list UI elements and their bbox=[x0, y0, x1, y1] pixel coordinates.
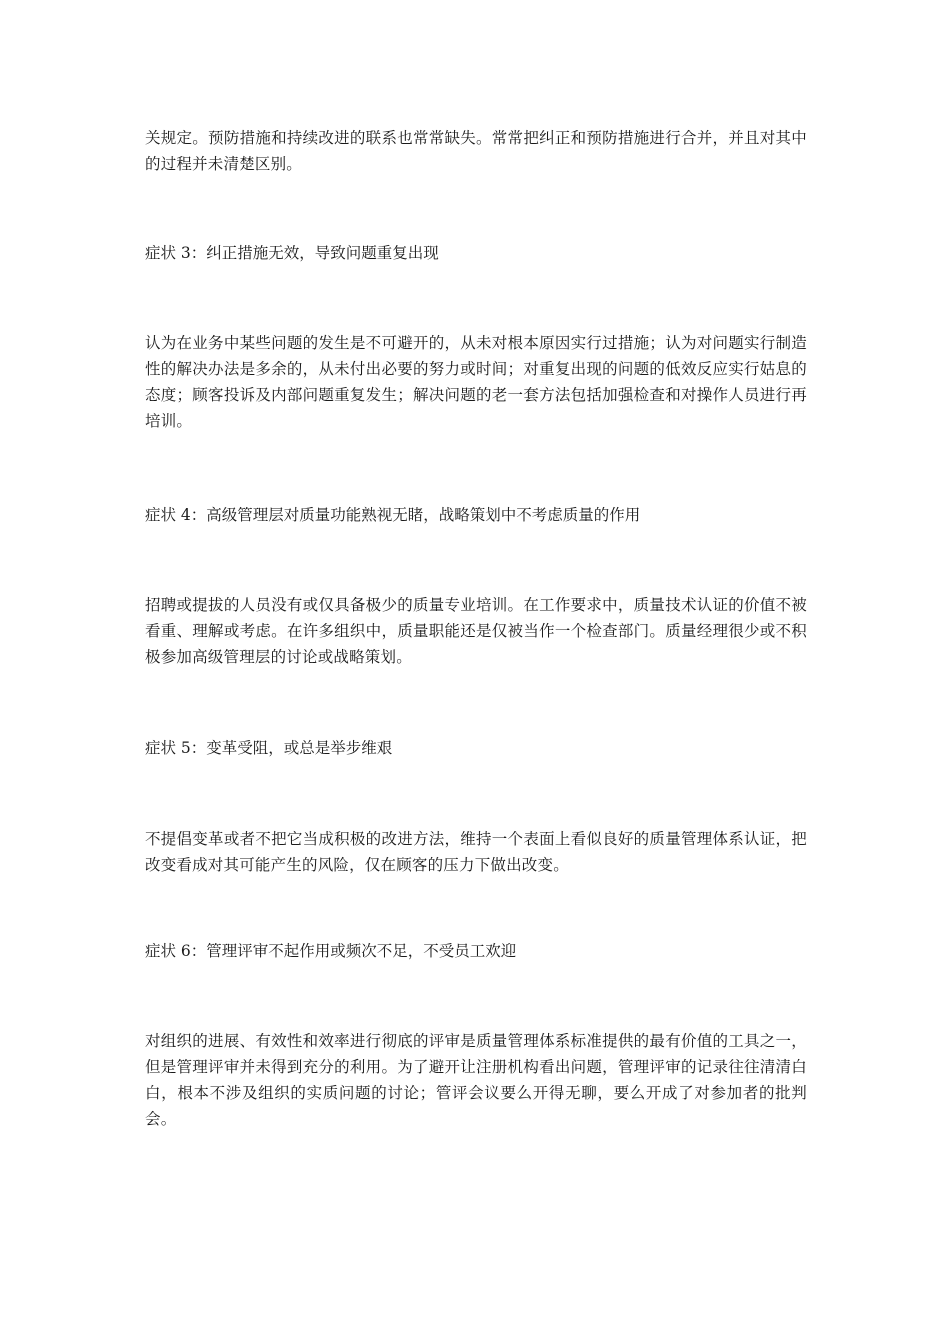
heading-symptom-3: 症状 3：纠正措施无效，导致问题重复出现 bbox=[145, 244, 439, 262]
paragraph-symptom-6: 对组织的进展、有效性和效率进行彻底的评审是质量管理体系标准提供的最有价值的工具之一，但是管理评审并未得到充分的利用。为了避开让注册机构看出问题，管理评审的记录往往清清白白，根本不涉及组织的实质问题的讨论；管评会议要么开得无聊，要么开成了对参加者的批判会。 bbox=[145, 1032, 807, 1128]
heading-symptom-6: 症状 6：管理评审不起作用或频次不足，不受员工欢迎 bbox=[145, 942, 517, 960]
paragraph-symptom-5: 不提倡变革或者不把它当成积极的改进方法，维持一个表面上看似良好的质量管理体系认证，把改变看成对其可能产生的风险，仅在顾客的压力下做出改变。 bbox=[145, 830, 807, 874]
paragraph-symptom-3: 认为在业务中某些问题的发生是不可避开的，从未对根本原因实行过措施；认为对问题实行制造性的解决办法是多余的，从未付出必要的努力或时间；对重复出现的问题的低效反应实行姑息的态度；顾客投诉及内部问题重复发生；解决问题的老一套方法包括加强检查和对操作人员进行再培训。 bbox=[145, 334, 807, 430]
heading-symptom-4: 症状 4：高级管理层对质量功能熟视无睹，战略策划中不考虑质量的作用 bbox=[145, 506, 641, 524]
paragraph-symptom-4: 招聘或提拔的人员没有或仅具备极少的质量专业培训。在工作要求中，质量技术认证的价值不被看重、理解或考虑。在许多组织中，质量职能还是仅被当作一个检查部门。质量经理很少或不积极参加高级管理层的讨论或战略策划。 bbox=[145, 596, 807, 666]
heading-symptom-5: 症状 5：变革受阻，或总是举步维艰 bbox=[145, 739, 393, 757]
paragraph-corrective-preventive: 关规定。预防措施和持续改进的联系也常常缺失。常常把纠正和预防措施进行合并，并且对其中的过程并未清楚区别。 bbox=[145, 129, 807, 173]
